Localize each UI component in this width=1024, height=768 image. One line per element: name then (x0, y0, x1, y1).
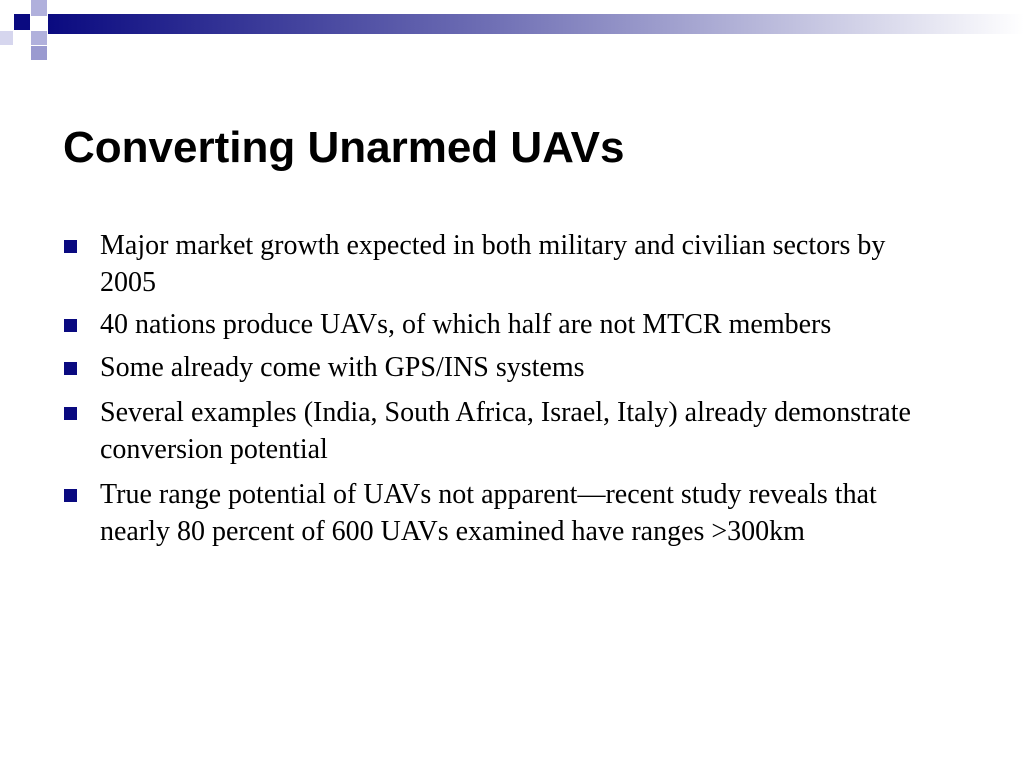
bullet-item (63, 394, 943, 468)
bullet-text: Major market growth expected in both military and civilian sectors by 2005 (100, 230, 886, 298)
bullet-text: True range potential of UAVs not apparent—recent study reveals that nearly 80 percent of 600 UAVs examined have ranges >300km (100, 479, 877, 547)
header-square (14, 31, 30, 45)
header-square (14, 14, 30, 30)
header-square (31, 46, 47, 60)
bullet-text: 40 nations produce UAVs, of which half are not MTCR members (100, 309, 832, 340)
header-square (48, 0, 60, 13)
bullet-item (63, 476, 943, 550)
header-square (31, 0, 47, 16)
bullet-item (63, 349, 943, 386)
square-bullet-icon (64, 407, 77, 420)
header-decoration (0, 0, 1024, 60)
square-bullet-icon (64, 489, 77, 502)
bullet-item (63, 309, 943, 341)
square-bullet-icon (64, 240, 77, 253)
bullet-list (63, 227, 943, 550)
header-square (0, 31, 13, 45)
bullet-text: Some already come with GPS/INS systems (100, 352, 585, 383)
header-gradient-strip (48, 14, 1024, 34)
header-square (31, 31, 47, 45)
bullet-text: Several examples (India, South Africa, Israel, Italy) already demonstrate conversion potential (100, 397, 911, 465)
header-square (48, 46, 64, 60)
bullet-item (63, 227, 943, 301)
square-bullet-icon (64, 362, 77, 375)
slide-title: Converting Unarmed UAVs (63, 123, 625, 172)
square-bullet-icon (64, 319, 77, 332)
